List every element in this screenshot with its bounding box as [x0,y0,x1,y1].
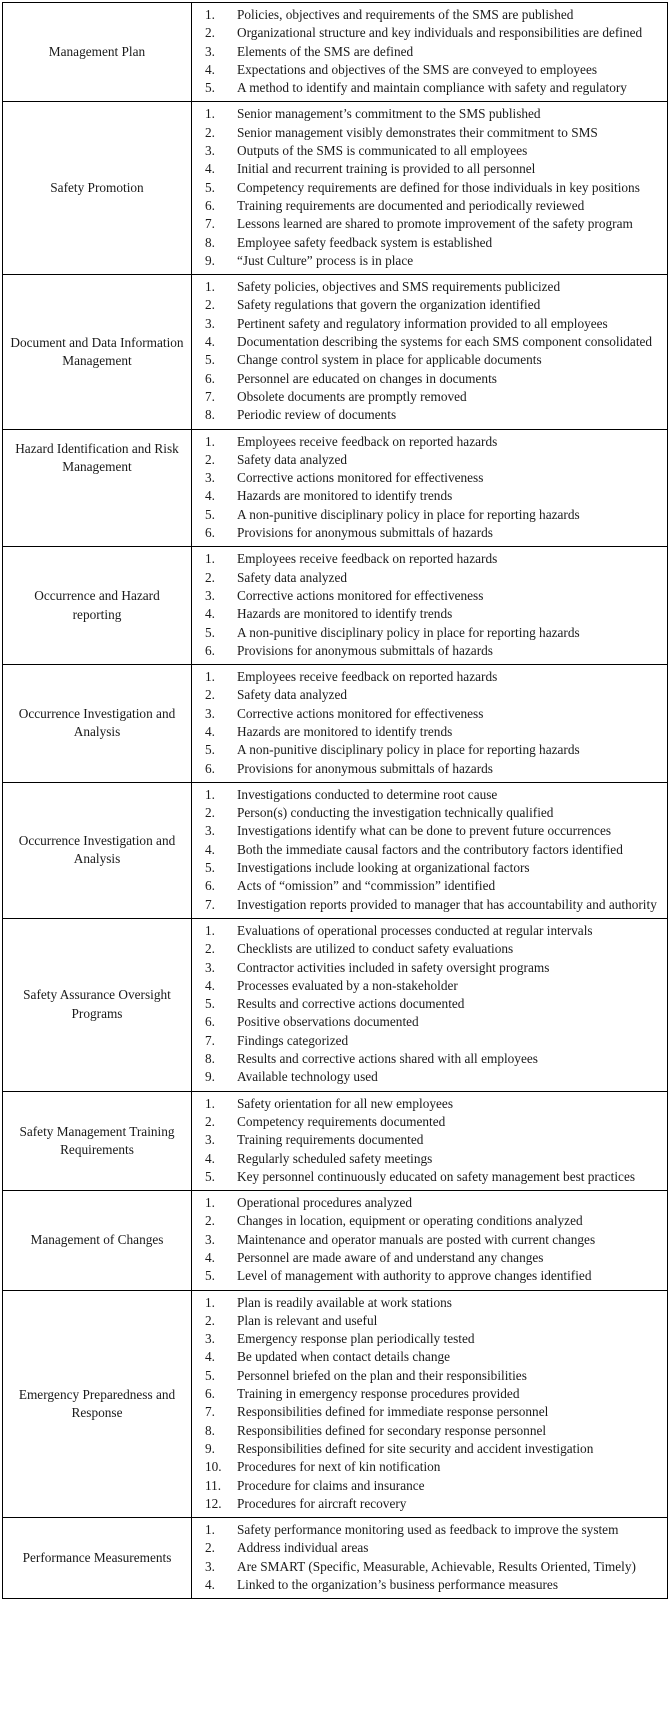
list-item [192,43,663,61]
item-number: 4. [205,841,215,857]
list-item [192,1194,663,1212]
list-item [192,741,663,759]
list-item [192,587,663,605]
list-item [192,315,663,333]
item-number: 4. [205,723,215,739]
item-number: 6. [205,878,215,894]
item-number: 4. [205,161,215,177]
table-row [3,429,668,547]
table-row [3,3,668,102]
list-item [192,959,663,977]
item-number: 2. [205,124,215,140]
item-text: Corrective actions monitored for effectiveness [237,705,484,721]
item-number: 2. [205,687,215,703]
category-cell: Document and Data Information Management [3,275,192,429]
item-text: Safety regulations that govern the organization identified [237,297,541,313]
item-text: Procedures for next of kin notification [237,1459,441,1475]
item-number: 5. [205,1367,215,1383]
list-item [192,351,663,369]
item-number: 3. [205,315,215,331]
list-item [192,786,663,804]
list-item [192,642,663,660]
item-text: Personnel are made aware of and understand any changes [237,1250,544,1265]
category-cell: Safety Management Training Requirements [3,1091,192,1190]
item-number: 5. [205,352,215,368]
list-item [192,760,663,778]
item-number: 7. [205,216,215,232]
item-text: Procedures for aircraft recovery [237,1495,407,1511]
item-number: 2. [205,805,215,821]
item-number: 5. [205,996,215,1012]
list-item [192,406,663,424]
table-row [3,1518,668,1599]
item-number: 3. [205,43,215,59]
item-number: 3. [205,1331,215,1347]
list-item [192,451,663,469]
item-number: 3. [205,587,215,603]
item-text: Operational procedures analyzed [237,1195,412,1211]
item-number: 2. [205,1113,215,1129]
item-text: Be updated when contact details change [237,1349,451,1365]
item-text: Lessons learned are shared to promote improvement of the safety program [237,216,633,232]
item-number: 6. [205,370,215,386]
list-item [192,1312,663,1330]
item-text: Provisions for anonymous submittals of hazards [237,642,493,658]
item-text: Linked to the organization’s business performance measures [237,1577,559,1593]
item-text: Investigations identify what can be done to prevent future occurrences [237,823,612,839]
list-item [192,197,663,215]
item-number: 4. [205,334,215,350]
list-item [192,1440,663,1458]
requirements-list [192,1521,663,1594]
list-item [192,296,663,314]
item-text: Investigation reports provided to manager that has accountability and authority [237,896,657,912]
requirements-list [192,1294,663,1514]
item-number: 2. [205,1213,215,1229]
list-item [192,124,663,142]
table-row [3,1290,668,1518]
item-text: Changes in location, equipment or operating conditions analyzed [237,1213,583,1229]
item-number: 3. [205,705,215,721]
list-item [192,433,663,451]
category-cell: Safety Assurance Oversight Programs [3,918,192,1091]
items-cell [192,1290,668,1518]
list-item [192,142,663,160]
item-text: Plan is readily available at work stations [237,1294,452,1310]
requirements-list [192,1194,663,1285]
item-number: 7. [205,1404,215,1420]
item-text: Regularly scheduled safety meetings [237,1150,433,1166]
item-number: 4. [205,488,215,504]
table-row [3,102,668,275]
list-item [192,370,663,388]
list-item [192,487,663,505]
category-cell: Occurrence Investigation and Analysis [3,782,192,918]
item-number: 2. [205,1540,215,1556]
item-text: Safety orientation for all new employees [237,1095,454,1111]
item-text: Contractor activities included in safety oversight programs [237,959,550,975]
item-number: 4. [205,1250,215,1265]
list-item [192,995,663,1013]
item-number: 3. [205,1231,215,1247]
item-number: 5. [205,624,215,640]
table-row [3,1191,668,1290]
item-number: 5. [205,1268,215,1284]
item-text: Employees receive feedback on reported hazards [237,433,498,449]
list-item [192,105,663,123]
list-item [192,686,663,704]
item-text: “Just Culture” process is in place [237,252,414,268]
list-item [192,1576,663,1594]
items-cell [192,102,668,275]
item-text: Acts of “omission” and “commission” identified [237,878,496,894]
item-number: 4. [205,61,215,77]
item-text: Level of management with authority to approve changes identified [237,1268,592,1284]
item-text: Employee safety feedback system is established [237,234,493,250]
list-item [192,896,663,914]
item-number: 3. [205,823,215,839]
table-row [3,782,668,918]
item-number: 11. [205,1477,222,1493]
category-cell: Emergency Preparedness and Response [3,1290,192,1518]
item-number: 4. [205,1577,215,1593]
item-number: 7. [205,1032,215,1048]
item-number: 8. [205,1422,215,1438]
item-text: Provisions for anonymous submittals of hazards [237,760,493,776]
item-text: Are SMART (Specific, Measurable, Achievable, Results Oriented, Timely) [237,1558,636,1574]
item-text: A non-punitive disciplinary policy in place for reporting hazards [237,742,580,758]
list-item [192,1348,663,1366]
list-item [192,1495,663,1513]
list-item [192,605,663,623]
item-number: 6. [205,1386,215,1402]
item-text: Hazards are monitored to identify trends [237,723,453,739]
list-item [192,1231,663,1249]
item-text: Hazards are monitored to identify trends [237,606,453,622]
item-number: 7. [205,896,215,912]
list-item [192,977,663,995]
item-number: 1. [205,7,215,22]
item-text: Organizational structure and key individuals and responsibilities are defined [237,25,643,41]
list-item [192,278,663,296]
item-number: 8. [205,1051,215,1067]
item-number: 2. [205,297,215,313]
item-text: Results and corrective actions documented [237,996,465,1012]
items-cell [192,3,668,102]
item-number: 1. [205,551,215,567]
list-item [192,705,663,723]
items-cell [192,782,668,918]
item-text: Positive observations documented [237,1014,419,1030]
item-text: Expectations and objectives of the SMS are conveyed to employees [237,61,598,77]
item-number: 10. [205,1459,222,1475]
item-number: 2. [205,569,215,585]
item-number: 3. [205,143,215,159]
list-item [192,1212,663,1230]
item-number: 4. [205,606,215,622]
item-number: 6. [205,197,215,213]
list-item [192,569,663,587]
item-text: Obsolete documents are promptly removed [237,388,467,404]
item-text: Change control system in place for applicable documents [237,352,542,368]
list-item [192,624,663,642]
items-cell [192,665,668,783]
list-item [192,1367,663,1385]
item-text: Safety performance monitoring used as feedback to improve the system [237,1522,619,1538]
item-number: 3. [205,959,215,975]
item-number: 8. [205,234,215,250]
item-text: Personnel are educated on changes in documents [237,370,497,386]
item-number: 1. [205,279,215,295]
item-text: Senior management’s commitment to the SMS published [237,106,541,122]
item-number: 8. [205,407,215,423]
item-number: 6. [205,642,215,658]
items-cell [192,547,668,665]
list-item [192,333,663,351]
item-text: Initial and recurrent training is provided to all personnel [237,161,536,177]
item-number: 3. [205,470,215,486]
item-text: Investigations include looking at organizational factors [237,860,530,876]
list-item [192,388,663,406]
item-number: 1. [205,433,215,449]
item-number: 4. [205,977,215,993]
list-item [192,877,663,895]
requirements-list [192,433,663,543]
list-item [192,1050,663,1068]
item-number: 6. [205,760,215,776]
list-item [192,1013,663,1031]
item-number: 12. [205,1495,222,1511]
list-item [192,1131,663,1149]
item-number: 2. [205,941,215,957]
category-cell: Management of Changes [3,1191,192,1290]
category-cell: Hazard Identification and Risk Management [3,429,192,547]
list-item [192,1294,663,1312]
item-number: 6. [205,525,215,541]
item-text: Safety data analyzed [237,687,348,703]
item-text: A method to identify and maintain compliance with safety and regulatory [237,80,627,96]
table-row [3,1091,668,1190]
item-text: Checklists are utilized to conduct safety evaluations [237,941,514,957]
table-body [3,3,668,1599]
item-number: 2. [205,1312,215,1328]
item-text: A non-punitive disciplinary policy in place for reporting hazards [237,506,580,522]
item-number: 5. [205,860,215,876]
items-cell [192,1191,668,1290]
category-cell: Occurrence and Hazard reporting [3,547,192,665]
list-item [192,1521,663,1539]
item-text: Plan is relevant and useful [237,1312,378,1328]
item-text: Competency requirements documented [237,1113,446,1129]
category-cell: Safety Promotion [3,102,192,275]
item-text: Maintenance and operator manuals are posted with current changes [237,1231,596,1247]
item-number: 4. [205,1150,215,1166]
item-number: 1. [205,1522,215,1538]
item-text: Procedure for claims and insurance [237,1477,425,1493]
item-number: 9. [205,1069,215,1085]
list-item [192,1539,663,1557]
item-text: Senior management visibly demonstrates their commitment to SMS [237,124,598,140]
requirements-list [192,1095,663,1186]
list-item [192,1032,663,1050]
item-text: Provisions for anonymous submittals of hazards [237,525,493,541]
item-text: Processes evaluated by a non-stakeholder [237,977,458,993]
category-cell: Performance Measurements [3,1518,192,1599]
requirements-list [192,105,663,270]
requirements-list [192,278,663,424]
list-item [192,79,663,97]
item-text: Safety policies, objectives and SMS requirements publicized [237,279,561,295]
item-text: Policies, objectives and requirements of the SMS are published [237,7,574,22]
list-item [192,215,663,233]
item-text: Both the immediate causal factors and the contributory factors identified [237,841,623,857]
item-text: Training requirements documented [237,1132,424,1148]
item-text: Evaluations of operational processes conducted at regular intervals [237,922,593,938]
list-item [192,550,663,568]
item-text: Findings categorized [237,1032,349,1048]
list-item [192,1150,663,1168]
item-text: Responsibilities defined for immediate response personnel [237,1404,549,1420]
requirements-list [192,550,663,660]
item-text: Competency requirements are defined for those individuals in key positions [237,179,640,195]
item-number: 5. [205,179,215,195]
item-number: 5. [205,506,215,522]
item-number: 3. [205,1132,215,1148]
item-number: 1. [205,1095,215,1111]
item-number: 2. [205,25,215,41]
list-item [192,506,663,524]
list-item [192,1558,663,1576]
list-item [192,1249,663,1267]
item-number: 5. [205,1168,215,1184]
item-number: 5. [205,742,215,758]
item-number: 2. [205,451,215,467]
requirements-list [192,922,663,1087]
items-cell [192,1091,668,1190]
category-cell: Management Plan [3,3,192,102]
item-text: Safety data analyzed [237,569,348,585]
item-number: 9. [205,1440,215,1456]
list-item [192,1068,663,1086]
list-item [192,804,663,822]
item-number: 1. [205,669,215,685]
item-number: 3. [205,1558,215,1574]
item-number: 4. [205,1349,215,1365]
item-text: Corrective actions monitored for effectiveness [237,470,484,486]
item-number: 7. [205,388,215,404]
item-text: Training in emergency response procedures provided [237,1386,520,1402]
requirements-list [192,668,663,778]
list-item [192,1330,663,1348]
item-text: Key personnel continuously educated on safety management best practices [237,1168,636,1184]
table-row [3,918,668,1091]
list-item [192,841,663,859]
item-text: A non-punitive disciplinary policy in place for reporting hazards [237,624,580,640]
list-item [192,1385,663,1403]
list-item [192,160,663,178]
item-text: Employees receive feedback on reported hazards [237,669,498,685]
items-cell [192,918,668,1091]
item-number: 1. [205,1294,215,1310]
list-item [192,1168,663,1186]
item-text: Results and corrective actions shared with all employees [237,1051,538,1067]
item-number: 1. [205,106,215,122]
item-text: Available technology used [237,1069,378,1085]
item-number: 1. [205,786,215,802]
list-item [192,1113,663,1131]
items-cell [192,429,668,547]
item-text: Employees receive feedback on reported hazards [237,551,498,567]
list-item [192,524,663,542]
list-item [192,822,663,840]
item-text: Pertinent safety and regulatory information provided to all employees [237,315,608,331]
item-text: Emergency response plan periodically tested [237,1331,475,1347]
list-item [192,1458,663,1476]
items-cell [192,1518,668,1599]
list-item [192,6,663,24]
item-text: Documentation describing the systems for each SMS component consolidated [237,334,653,350]
list-item [192,1403,663,1421]
item-text: Address individual areas [237,1540,369,1556]
item-text: Training requirements are documented and periodically reviewed [237,197,585,213]
table-row [3,275,668,429]
list-item [192,61,663,79]
table-row [3,665,668,783]
requirements-list [192,6,663,97]
list-item [192,922,663,940]
item-text: Corrective actions monitored for effectiveness [237,587,484,603]
item-number: 5. [205,80,215,96]
list-item [192,1095,663,1113]
item-number: 6. [205,1014,215,1030]
list-item [192,1477,663,1495]
item-number: 1. [205,1195,215,1211]
list-item [192,859,663,877]
category-cell: Occurrence Investigation and Analysis [3,665,192,783]
list-item [192,1267,663,1285]
item-text: Responsibilities defined for secondary response personnel [237,1422,547,1438]
sms-elements-table [2,2,668,1599]
list-item [192,1422,663,1440]
list-item [192,252,663,270]
table-row [3,547,668,665]
list-item [192,469,663,487]
list-item [192,723,663,741]
list-item [192,24,663,42]
items-cell [192,275,668,429]
list-item [192,234,663,252]
list-item [192,940,663,958]
item-text: Person(s) conducting the investigation technically qualified [237,805,554,821]
item-text: Periodic review of documents [237,407,397,423]
item-text: Elements of the SMS are defined [237,43,414,59]
item-number: 1. [205,922,215,938]
item-text: Investigations conducted to determine root cause [237,786,498,802]
item-text: Personnel briefed on the plan and their responsibilities [237,1367,527,1383]
list-item [192,668,663,686]
item-text: Outputs of the SMS is communicated to all employees [237,143,528,159]
list-item [192,179,663,197]
item-text: Responsibilities defined for site security and accident investigation [237,1440,594,1456]
item-number: 9. [205,252,215,268]
item-text: Hazards are monitored to identify trends [237,488,453,504]
requirements-list [192,786,663,914]
item-text: Safety data analyzed [237,451,348,467]
